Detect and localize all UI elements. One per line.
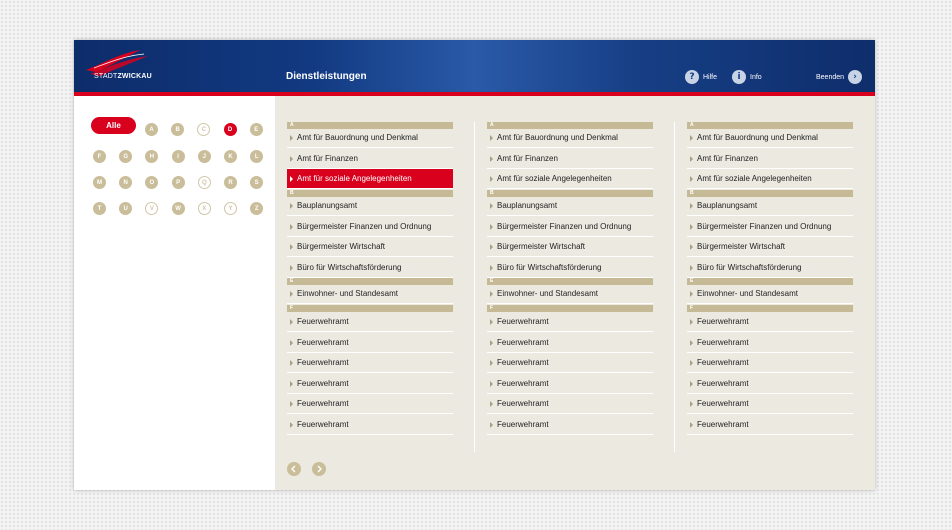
triangle-right-icon [290, 135, 293, 141]
service-list-item[interactable] [487, 374, 653, 394]
chevron-right-icon [315, 465, 323, 473]
triangle-right-icon [490, 340, 493, 346]
triangle-right-icon [290, 340, 293, 346]
section-header: F [287, 305, 453, 312]
service-list-item[interactable] [487, 353, 653, 373]
service-label: Bürgermeister Wirtschaft [697, 242, 786, 251]
letter-filter-c[interactable]: C [197, 123, 210, 136]
section-header: E [687, 278, 853, 285]
service-list-item[interactable] [287, 169, 453, 189]
service-label: Einwohner- und Standesamt [497, 289, 598, 298]
service-label: Feuerwehramt [297, 399, 349, 408]
service-label: Feuerwehramt [297, 337, 349, 347]
letter-filter-x[interactable]: X [198, 202, 211, 215]
letter-filter-w[interactable]: W [172, 202, 185, 215]
service-label: Büro für Wirtschaftsförderung [297, 262, 402, 272]
service-list-item[interactable] [287, 333, 453, 353]
service-label: Amt für soziale Angelegenheiten [297, 174, 412, 183]
triangle-right-icon [290, 265, 293, 271]
service-list-item[interactable] [687, 333, 853, 353]
triangle-right-icon [490, 401, 493, 407]
app-window [74, 40, 875, 490]
service-list-item[interactable] [687, 258, 853, 278]
service-label: Bürgermeister Wirtschaft [497, 242, 586, 251]
column-divider [474, 122, 475, 452]
letter-filter-y[interactable]: Y [224, 202, 237, 215]
service-label: Bürgermeister Finanzen und Ordnung [297, 221, 432, 231]
service-label: Amt für Bauordnung und Denkmal [497, 133, 618, 142]
section-header: F [487, 305, 653, 312]
service-label: Feuerwehramt [297, 378, 349, 388]
triangle-right-icon [690, 401, 693, 407]
section-header: B [287, 190, 453, 197]
triangle-right-icon [690, 422, 693, 428]
letter-filter-k[interactable]: K [224, 150, 237, 163]
service-list-item[interactable] [687, 128, 853, 148]
service-label: Bürgermeister Wirtschaft [297, 242, 386, 251]
service-list-item[interactable] [487, 196, 653, 216]
service-list-item[interactable] [287, 217, 453, 237]
service-label: Feuerwehramt [697, 358, 749, 367]
service-list-item[interactable] [687, 217, 853, 237]
service-list-item[interactable] [487, 169, 653, 189]
triangle-right-icon [490, 135, 493, 141]
triangle-right-icon [290, 203, 293, 209]
letter-filter-h[interactable]: H [145, 150, 158, 163]
triangle-right-icon [690, 224, 693, 230]
service-label: Bürgermeister Finanzen und Ordnung [697, 221, 832, 231]
section-header: A [287, 122, 453, 129]
service-list-item[interactable] [687, 415, 853, 435]
service-list-item[interactable] [487, 284, 653, 304]
service-label: Amt für Bauordnung und Denkmal [297, 133, 418, 142]
section-header: A [687, 122, 853, 129]
service-list-item[interactable] [287, 258, 453, 278]
triangle-right-icon [490, 291, 493, 297]
prev-page-button[interactable] [287, 462, 301, 476]
service-label: Amt für Finanzen [497, 153, 558, 163]
service-list-item[interactable] [287, 149, 453, 169]
letter-filter-l[interactable]: L [250, 150, 263, 163]
letter-filter-t[interactable]: T [93, 202, 106, 215]
service-label: Amt für Bauordnung und Denkmal [697, 133, 818, 142]
logo-wordmark: STADTZWICKAU [94, 73, 152, 80]
service-label: Feuerwehramt [497, 378, 549, 388]
letter-filter-a[interactable]: A [145, 123, 158, 136]
service-label: Feuerwehramt [697, 419, 749, 429]
triangle-right-icon [290, 381, 293, 387]
letter-filter-i[interactable]: I [172, 150, 185, 163]
triangle-right-icon [490, 224, 493, 230]
service-list-item[interactable] [487, 149, 653, 169]
triangle-right-icon [490, 319, 493, 325]
service-label: Bürgermeister Finanzen und Ordnung [497, 221, 632, 231]
triangle-right-icon [690, 203, 693, 209]
service-list-item[interactable] [287, 128, 453, 148]
section-header: B [687, 190, 853, 197]
service-label: Feuerwehramt [697, 399, 749, 408]
triangle-right-icon [290, 319, 293, 325]
service-label: Einwohner- und Standesamt [697, 289, 798, 298]
letter-filter-j[interactable]: J [198, 150, 211, 163]
letter-filter-b[interactable]: B [171, 123, 184, 136]
letter-filter-n[interactable]: N [119, 176, 132, 189]
stadt-zwickau-logo [84, 46, 154, 86]
service-list-item[interactable] [287, 415, 453, 435]
letter-filter-m[interactable]: M [93, 176, 106, 189]
letter-filter-s[interactable]: S [250, 176, 263, 189]
service-label: Feuerwehramt [497, 337, 549, 347]
service-list-item[interactable] [487, 394, 653, 414]
section-header: E [487, 278, 653, 285]
service-list-item[interactable] [287, 394, 453, 414]
service-label: Feuerwehramt [297, 419, 349, 429]
alphabet-filter-panel [74, 96, 275, 490]
triangle-right-icon [290, 401, 293, 407]
service-list-item[interactable] [287, 353, 453, 373]
service-list-item[interactable] [287, 312, 453, 332]
service-label: Bauplanungsamt [497, 201, 558, 210]
section-header: E [287, 278, 453, 285]
triangle-right-icon [690, 340, 693, 346]
triangle-right-icon [490, 176, 493, 182]
service-label: Feuerwehramt [497, 419, 549, 429]
service-list-item[interactable] [287, 374, 453, 394]
service-list-item[interactable] [487, 415, 653, 435]
service-list-item[interactable] [487, 333, 653, 353]
triangle-right-icon [490, 422, 493, 428]
info-button[interactable] [732, 69, 762, 85]
help-button[interactable] [685, 69, 717, 85]
service-label: Amt für soziale Angelegenheiten [497, 174, 612, 183]
filter-all-button[interactable]: Alle [91, 117, 136, 134]
service-label: Feuerwehramt [497, 358, 549, 367]
triangle-right-icon [490, 360, 493, 366]
service-list-item[interactable] [687, 196, 853, 216]
triangle-right-icon [290, 422, 293, 428]
triangle-right-icon [690, 319, 693, 325]
service-list-item[interactable] [287, 237, 453, 257]
chevron-left-icon [290, 465, 298, 473]
section-header: B [487, 190, 653, 197]
header-bar [74, 40, 875, 96]
service-label: Bauplanungsamt [697, 201, 758, 210]
letter-filter-u[interactable]: U [119, 202, 132, 215]
triangle-right-icon [490, 156, 493, 162]
service-label: Amt für Finanzen [697, 153, 758, 163]
section-header: F [687, 305, 853, 312]
letter-filter-p[interactable]: P [172, 176, 185, 189]
triangle-right-icon [490, 265, 493, 271]
info-label: Info [750, 73, 762, 81]
triangle-right-icon [690, 135, 693, 141]
service-list-item[interactable] [687, 394, 853, 414]
service-list-item[interactable] [687, 374, 853, 394]
triangle-right-icon [690, 176, 693, 182]
triangle-right-icon [690, 360, 693, 366]
triangle-right-icon [290, 291, 293, 297]
service-label: Amt für soziale Angelegenheiten [697, 174, 812, 183]
triangle-right-icon [290, 360, 293, 366]
letter-filter-z[interactable]: Z [250, 202, 263, 215]
letter-filter-e[interactable]: E [250, 123, 263, 136]
exit-label: Beenden [816, 73, 845, 81]
info-icon: i [732, 70, 746, 84]
triangle-right-icon [490, 244, 493, 250]
service-list-item[interactable] [687, 169, 853, 189]
service-list-item[interactable] [487, 128, 653, 148]
triangle-right-icon [290, 244, 293, 250]
chevron-right-circle-icon: › [848, 70, 862, 84]
service-label: Feuerwehramt [697, 378, 749, 388]
service-list-item[interactable] [487, 258, 653, 278]
service-label: Amt für Finanzen [297, 153, 358, 163]
service-label: Feuerwehramt [497, 317, 549, 326]
letter-filter-g[interactable]: G [119, 150, 132, 163]
service-list-item[interactable] [687, 353, 853, 373]
service-list-area [275, 96, 875, 490]
triangle-right-icon [690, 244, 693, 250]
service-label: Feuerwehramt [297, 358, 349, 367]
letter-filter-d[interactable]: D [224, 123, 237, 136]
service-label: Feuerwehramt [297, 317, 349, 326]
letter-filter-v[interactable]: V [145, 202, 158, 215]
triangle-right-icon [490, 381, 493, 387]
service-list-item[interactable] [487, 237, 653, 257]
service-label: Bauplanungsamt [297, 201, 358, 210]
letter-filter-f[interactable]: F [93, 150, 106, 163]
column-divider [674, 122, 675, 452]
page-title: Dienstleistungen [286, 71, 367, 82]
service-list-item[interactable] [287, 196, 453, 216]
help-icon: ? [685, 70, 699, 84]
service-list-item[interactable] [687, 312, 853, 332]
triangle-right-icon [290, 176, 293, 182]
service-list-item[interactable] [487, 312, 653, 332]
triangle-right-icon [690, 156, 693, 162]
triangle-right-icon [290, 224, 293, 230]
help-label: Hilfe [703, 73, 718, 81]
service-label: Feuerwehramt [697, 317, 749, 326]
service-list-item[interactable] [687, 284, 853, 304]
service-list-item[interactable] [287, 284, 453, 304]
triangle-right-icon [690, 291, 693, 297]
service-label: Feuerwehramt [697, 337, 749, 347]
service-label: Einwohner- und Standesamt [297, 289, 398, 298]
triangle-right-icon [290, 156, 293, 162]
service-list-item[interactable] [687, 149, 853, 169]
triangle-right-icon [690, 265, 693, 271]
letter-filter-r[interactable]: R [224, 176, 237, 189]
letter-filter-o[interactable]: O [145, 176, 158, 189]
service-list-item[interactable] [487, 217, 653, 237]
next-page-button[interactable] [312, 462, 326, 476]
letter-filter-q[interactable]: Q [198, 176, 211, 189]
service-label: Büro für Wirtschaftsförderung [497, 262, 602, 272]
service-list-item[interactable] [687, 237, 853, 257]
service-label: Büro für Wirtschaftsförderung [697, 262, 802, 272]
triangle-right-icon [490, 203, 493, 209]
section-header: A [487, 122, 653, 129]
service-label: Feuerwehramt [497, 399, 549, 408]
triangle-right-icon [690, 381, 693, 387]
exit-button[interactable] [816, 69, 862, 85]
